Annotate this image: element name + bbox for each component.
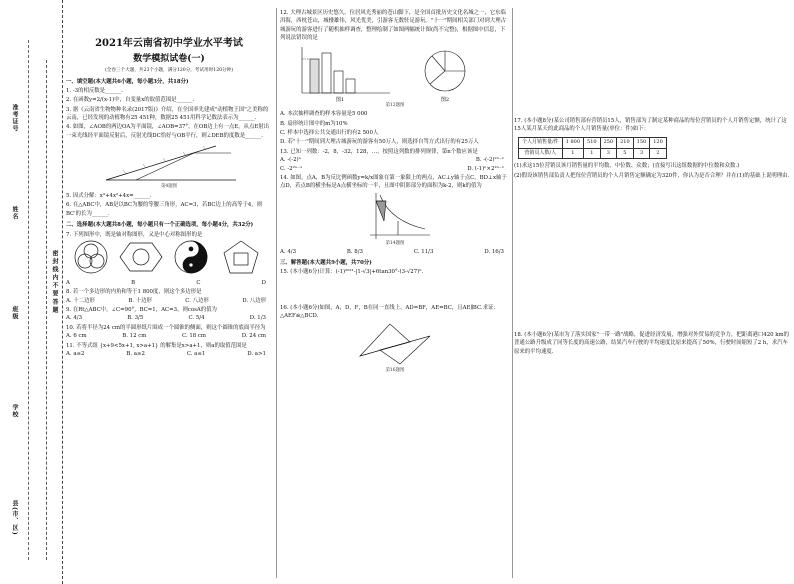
q7-option-d[interactable]: D <box>261 279 266 286</box>
question-15: 15. (本小题6分)计算：(-1)²⁰²¹-|1-√3|+6tan30°-(3-√27)⁰. <box>280 269 424 276</box>
q9-option-c[interactable]: C. 5/4 <box>188 315 205 322</box>
margin-label-class: 班级 <box>11 306 18 320</box>
question-12-option-d[interactable]: D. 若"十一"期间到大理古城游玩的游客有50万人，则选择自驾方式出行的有25万人 <box>280 139 479 146</box>
table-header-cell: 个人月销售量/件 <box>519 137 563 148</box>
bar-chart-sketch <box>302 47 390 93</box>
column-3-top-space <box>514 8 790 116</box>
margin-label-school: 学校 <box>11 404 18 418</box>
table-cell: 5 <box>617 148 634 159</box>
question-18-answer-space[interactable] <box>514 356 790 436</box>
question-13: 13. 已知一列数：-2，8，-32，128，…，按照这列数的排列规律，第n个数应该是 <box>280 148 478 155</box>
q11-option-b[interactable]: B. a≥2 <box>126 350 145 357</box>
figure-12-caption: 第12题图 <box>385 102 405 108</box>
question-11-options <box>66 350 272 358</box>
seal-line <box>46 60 47 560</box>
section-fill-blank: 一、填空题(本大题共6小题，每小题3分，共18分) <box>66 78 189 85</box>
section-solutions: 三、解答题(本大题共9小题，共70分) <box>280 259 372 266</box>
question-3: 3. 据《云南省生物物种名录(2017版)》介绍，在全国率先建成"动植物王国"之美称的云南，已经发现的动植物有25 451种，数据25 451用科学记数法表示为______. <box>66 106 269 122</box>
q10-option-c[interactable]: C. 18 cm <box>181 333 207 340</box>
column-3 <box>514 8 790 436</box>
fill-line <box>28 40 29 560</box>
exam-subtitle: 数学模拟试卷(一) <box>133 53 205 64</box>
question-15-answer-space[interactable] <box>280 277 510 303</box>
q10-option-d[interactable]: D. 24 cm <box>241 333 266 340</box>
question-7-figures <box>66 239 266 279</box>
figure-16-diagram <box>280 320 508 368</box>
question-6: 6. 在△ABC中，AB是以BC为腰的等腰三角形，AC=3，若BC边上的高等于4，则BC'的长为______. <box>66 202 263 217</box>
figure-4-caption: 第4题图 <box>161 184 177 190</box>
q10-option-b[interactable]: B. 12 cm <box>122 333 147 340</box>
q8-option-c[interactable]: C. 八边形 <box>185 297 209 304</box>
question-7-options <box>66 279 272 287</box>
figure-16-caption: 第16题图 <box>385 368 405 374</box>
table-header-cell: 营销员人数/人 <box>519 148 563 159</box>
q9-option-d[interactable]: D. 1/3 <box>249 315 266 322</box>
question-7: 7. 下列图形中，既是轴对称图形，又是中心对称图形的是 <box>66 231 203 238</box>
q13-option-a[interactable]: A. -(-2)ⁿ <box>280 157 301 164</box>
q14-option-c[interactable]: C. 11/3 <box>413 248 434 255</box>
figure-14-diagram <box>280 191 508 241</box>
q11-option-c[interactable]: C. a≤1 <box>186 350 206 357</box>
q14-option-a[interactable]: A. 4/3 <box>280 248 296 255</box>
column-1 <box>66 8 272 358</box>
question-12-option-a[interactable]: A. 本次抽样调查的样本容量是5 000 <box>280 111 368 118</box>
figure-12-charts <box>280 43 508 103</box>
table-cell: 250 <box>600 137 617 148</box>
question-17-part-1: (1)求这15位营销员该月销售量的平均数、中位数、众数；(直接写出这组数据的中位数和众数.) <box>514 163 740 170</box>
q9-option-b[interactable]: B. 3/5 <box>127 315 144 322</box>
table-cell: 210 <box>617 137 634 148</box>
q7-option-a[interactable]: A <box>66 279 70 286</box>
question-17: 17. (本小题8分)某公司销售部有营销员15人，销售部为了制定某种商品的每位营销员的个人月销售定额，统计了这15人某月某天的此商品的个人月销售量(单位：件)如下： <box>514 118 787 133</box>
question-12: 12. 大理古城景区历史悠久，位居风光秀丽的苍山脚下，是全国首批历史文化名城之一，它东临洱海，西枕苍山，城楼雄伟，风光优美，引游客无数驻足游玩。"十一"期间相关部门对到大理古城游玩的游客进行了随机抽样调查，整理绘制了如图两幅统计图(尚不完整)，根据图中信息，下列说法错误的是 <box>280 10 506 42</box>
question-16: 16. (本小题6分)如图，A，D，F，B在同一直线上，AD=BF，AE=BC，且AE∥BC.求证：△AEF≌△BCD. <box>280 304 499 320</box>
chart-1-label: 图1 <box>335 96 345 103</box>
figure-7d <box>224 241 258 273</box>
q9-option-a[interactable]: A. 4/3 <box>66 315 82 322</box>
question-12-option-b[interactable]: B. 扇形统计图中的m为10% <box>280 120 348 127</box>
pie-chart-sketch <box>425 51 465 91</box>
table-row <box>519 137 667 148</box>
table-cell: 3 <box>633 148 650 159</box>
margin-label-id: 准考证号 <box>11 104 18 132</box>
table-cell: 120 <box>650 137 667 148</box>
q13-option-b[interactable]: B. -(-2)²ⁿ⁻¹ <box>475 157 504 164</box>
chart-2-label: 图2 <box>440 96 450 103</box>
figure-4-diagram <box>66 140 266 184</box>
exam-note: (全卷三个大题，共23个小题，满分120分，考试用时120分钟) <box>104 68 234 74</box>
seal-text: 密 封 线 内 不 要 答 题 <box>51 250 58 313</box>
table-cell: 2 <box>650 148 667 159</box>
question-4: 4. 如图，∠AOB的两边OA为平面镜，∠AOB=37°，在OB边上有一点E，从点E射出一束光线经平面镜反射后，反射光线DC恰好与OB平行，则∠DEB的度数是______. <box>66 124 270 139</box>
table-cell: 150 <box>633 137 650 148</box>
q11-option-d[interactable]: D. a>1 <box>247 350 266 357</box>
column-2 <box>280 8 510 375</box>
q10-option-a[interactable]: A. 6 cm <box>66 333 87 340</box>
table-cell: 510 <box>584 137 601 148</box>
figure-7b <box>120 243 162 271</box>
q7-option-b[interactable]: B <box>131 279 136 286</box>
margin-label-name: 姓名 <box>11 206 18 220</box>
q13-option-d[interactable]: D. (-1)ⁿ×2²ⁿ⁻¹ <box>467 165 504 172</box>
q8-option-b[interactable]: B. 十边形 <box>128 297 152 304</box>
question-10: 10. 若将半径为24 cm的半圆形纸片围成一个圆锥的侧面，则这个圆锥的底面半径为 <box>66 324 266 331</box>
q14-option-d[interactable]: D. 16/3 <box>484 248 504 255</box>
question-1: 1. -3的相反数是______. <box>66 87 123 94</box>
figure-14-caption: 第14题图 <box>385 240 405 246</box>
binding-margin <box>0 0 63 584</box>
question-10-options <box>66 332 272 340</box>
question-9-options <box>66 314 272 322</box>
question-2: 2. 在函数y=2/(x-1)中，自变量x的取值范围是______. <box>66 97 195 104</box>
question-17-answer-space[interactable] <box>514 180 790 330</box>
question-12-option-c[interactable]: C. 样本中选择公共交通出行的有2 500人 <box>280 130 379 137</box>
exam-title: 2021年云南省初中学业水平考试 <box>95 38 243 49</box>
question-5: 5. 因式分解：x³+4x²+4x=______. <box>66 193 152 199</box>
q7-option-c[interactable]: C <box>196 279 201 286</box>
q11-option-a[interactable]: A. a≤2 <box>66 350 85 357</box>
question-8: 8. 若一个多边形的内角和等于1 800度，则这个多边形是 <box>66 289 202 296</box>
q13-option-c[interactable]: C. -2²ⁿ⁻¹ <box>280 165 303 172</box>
margin-label-county: 县(市、区) <box>11 500 18 536</box>
section-multiple-choice: 二、选择题(本大题共8小题，每小题只有一个正确选项，每小题4分，共32分) <box>66 222 254 229</box>
q8-option-a[interactable]: A. 十二边形 <box>66 297 95 304</box>
question-13-options-row2 <box>280 165 510 173</box>
sales-table <box>518 137 667 160</box>
table-cell: 1 <box>584 148 601 159</box>
table-cell: 1 <box>562 148 583 159</box>
table-cell: 1 800 <box>562 137 583 148</box>
question-18: 18. (本小题6分)某市为了落实国家"一带一路"战略，促进经济发展，增强对外贸易的竞争力，把距离港口420 km的普通公路升级成了同等长度的高速公路，结果汽车行驶的平均速度比原来提高了50%，行驶时间缩短了2 h，求汽车原来的平均速度. <box>514 332 790 355</box>
figure-7a <box>75 241 107 273</box>
question-11: 11. 不等式组 {x+9<5x+1, x>a+1} 的解集是x>a+1，则a的取值范围是 <box>66 342 247 349</box>
q8-option-d[interactable]: D. 八边形 <box>242 297 266 304</box>
question-13-options-row1 <box>280 156 510 164</box>
column-divider-1 <box>276 8 277 578</box>
figure-7c <box>175 241 207 273</box>
question-17-part-2: (2)假设该销售部负责人把每位营销员的个人月销售定额确定为320件，你认为是否合理？并在(1)的基础上说明理由. <box>514 172 790 179</box>
question-9: 9. 在Rt△ABC中，∠C=90°，BC=1，AC=3，则cosA的值为 <box>66 307 217 313</box>
column-divider-2 <box>512 8 513 578</box>
question-14: 14. 如图，点A，B为反比例函数y=k/x图象在第一象限上的两点，AC⊥y轴于点C，BD⊥x轴于点D，若点B的横坐标是A点横坐标的一半，且图中阴影部分的面积为k-2，则k的值为 <box>280 174 507 190</box>
table-cell: 3 <box>600 148 617 159</box>
question-14-options <box>280 248 510 256</box>
question-8-options <box>66 297 272 305</box>
table-row <box>519 148 667 159</box>
q14-option-b[interactable]: B. 8/3 <box>346 248 363 255</box>
